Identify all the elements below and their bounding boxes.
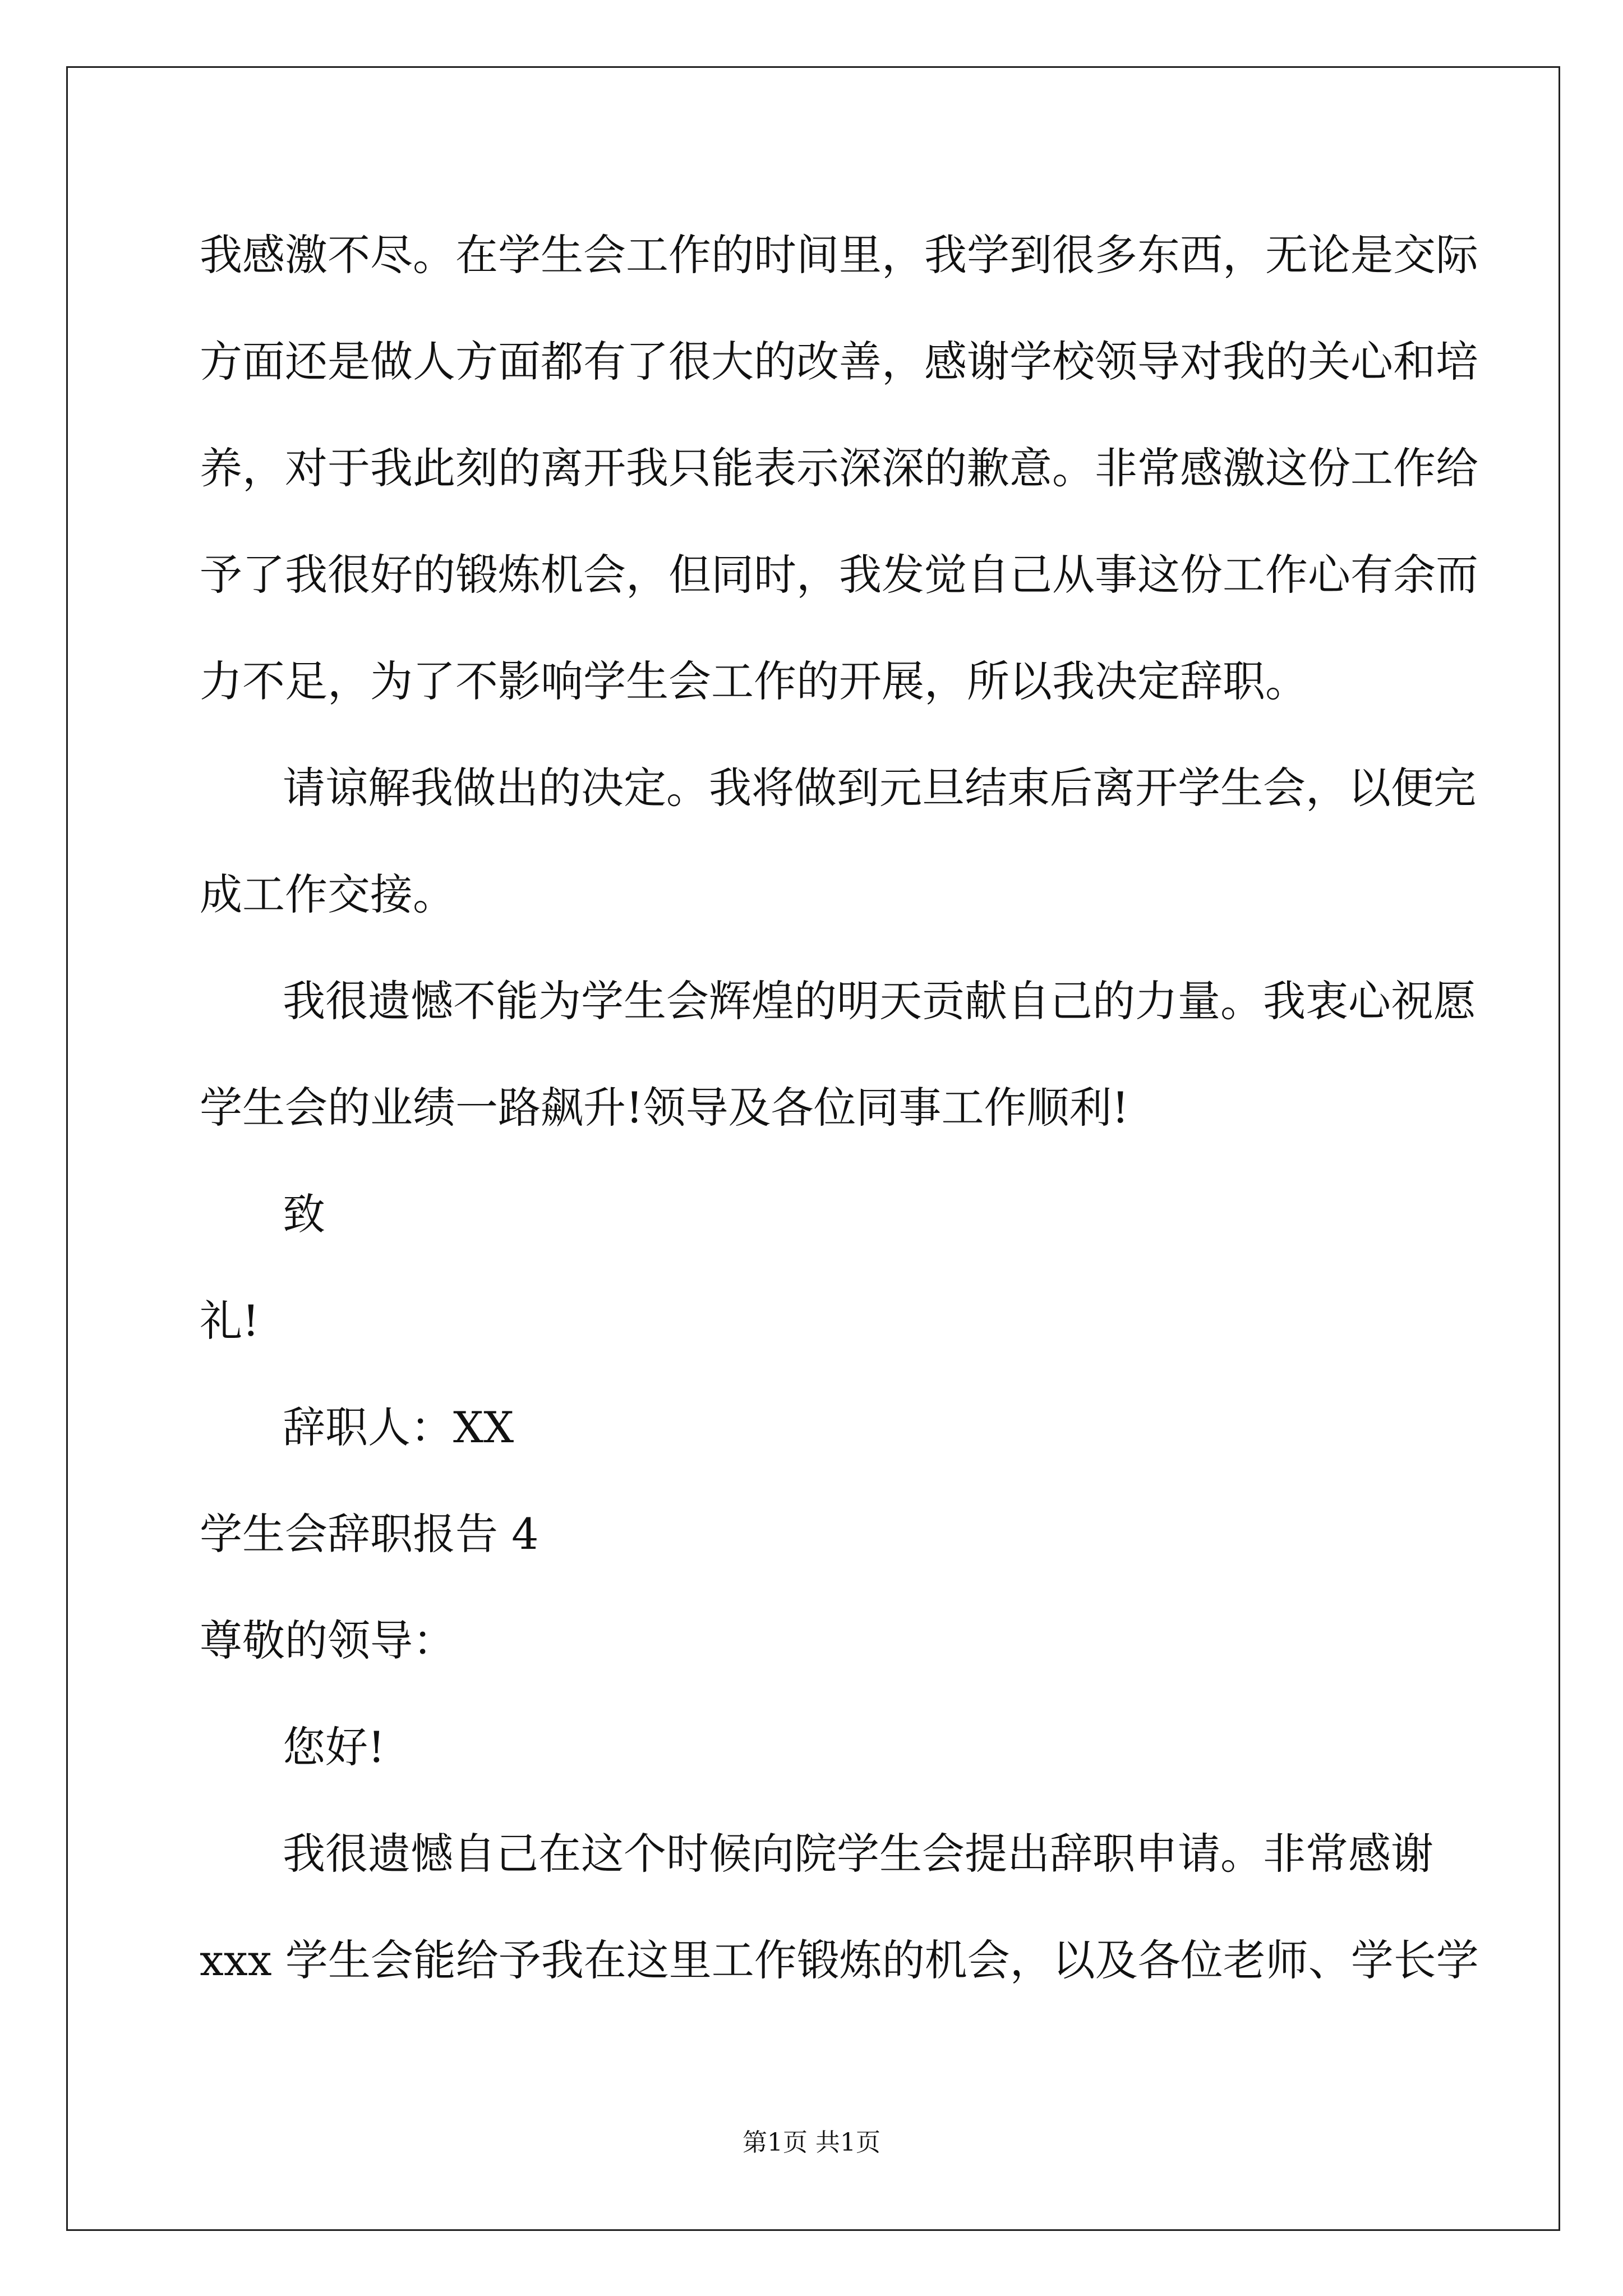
greeting-hello: 您好! bbox=[283, 1722, 385, 1772]
text-line-16: 我很遗憾自己在这个时候向院学生会提出辞职申请。非常感谢 bbox=[283, 1829, 1433, 1879]
salutation-li: 礼! bbox=[200, 1296, 260, 1346]
text-line-2: 方面还是做人方面都有了很大的改善，感谢学校领导对我的关心和培 bbox=[200, 337, 1478, 386]
text-line-7: 成工作交接。 bbox=[200, 869, 455, 919]
text-line-17: xxx 学生会能给予我在这里工作锻炼的机会，以及各位老师、学长学 bbox=[200, 1935, 1479, 1985]
text-line-4: 予了我很好的锻炼机会，但同时，我发觉自己从事这份工作心有余而 bbox=[200, 550, 1478, 600]
text-line-1: 我感激不尽。在学生会工作的时间里，我学到很多东西，无论是交际 bbox=[200, 230, 1478, 280]
text-line-9: 学生会的业绩一路飙升!领导及各位同事工作顺利! bbox=[200, 1083, 1129, 1133]
text-line-3: 养，对于我此刻的离开我只能表示深深的歉意。非常感激这份工作给 bbox=[200, 443, 1478, 493]
salutation-zhi: 致 bbox=[283, 1189, 325, 1239]
signature-line: 辞职人：XX bbox=[283, 1402, 514, 1452]
text-line-5: 力不足，为了不影响学生会工作的开展，所以我决定辞职。 bbox=[200, 656, 1308, 706]
page-footer: 第1页 共1页 bbox=[743, 2128, 880, 2157]
text-line-6: 请谅解我做出的决定。我将做到元旦结束后离开学生会，以便完 bbox=[283, 763, 1476, 813]
text-line-8: 我很遗憾不能为学生会辉煌的明天贡献自己的力量。我衷心祝愿 bbox=[283, 976, 1476, 1026]
greeting-recipient: 尊敬的领导： bbox=[200, 1616, 455, 1665]
section-title: 学生会辞职报告 4 bbox=[200, 1509, 539, 1559]
